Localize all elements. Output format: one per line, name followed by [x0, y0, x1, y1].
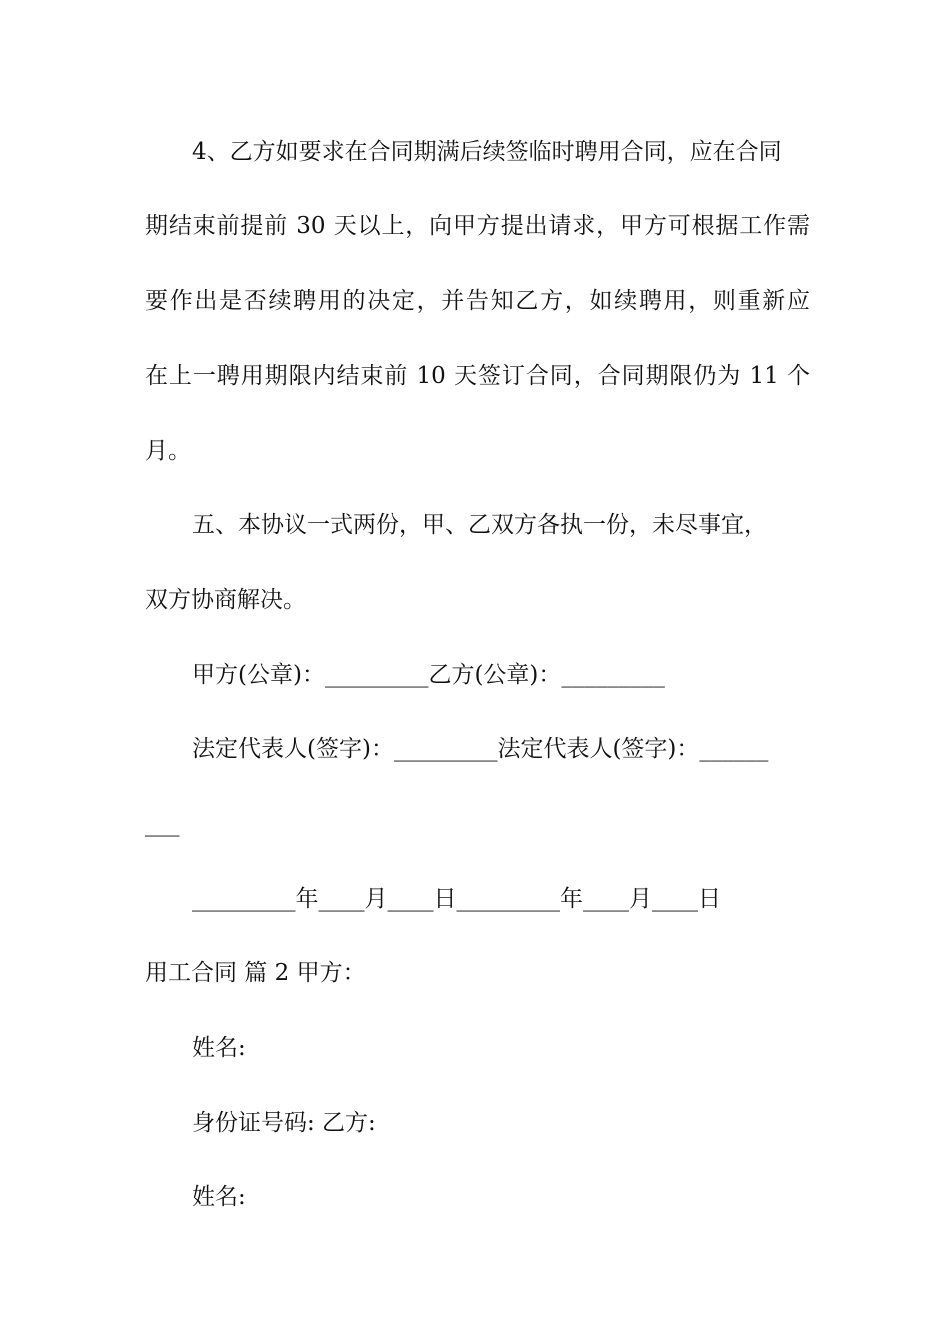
representative-signature-line: 法定代表人(签字)：_________法定代表人(签字)：______: [192, 736, 769, 762]
paragraph-4-line-1: 4、乙方如要求在合同期满后续签临时聘用合同，应在合同: [192, 139, 782, 165]
paragraph-4-line-4: 在上一聘用期限内结束前 10 天签订合同，合同期限仍为 11 个: [145, 363, 810, 389]
id-number-field: 身份证号码: 乙方:: [192, 1110, 376, 1136]
contract-2-heading: 用工合同 篇 2 甲方：: [145, 960, 366, 986]
date-line: _________年____月____日_________年____月____日: [192, 886, 721, 912]
representative-signature-continuation: ___: [145, 811, 180, 837]
paragraph-5-line-2: 双方协商解决。: [145, 587, 306, 613]
party-a-name-field: 姓名:: [192, 1035, 246, 1061]
paragraph-4-line-5: 月。: [145, 438, 191, 464]
seal-signature-line: 甲方(公章)：_________乙方(公章)：_________: [192, 662, 665, 688]
party-b-name-field: 姓名:: [192, 1184, 246, 1210]
paragraph-5-line-1: 五、本协议一式两份，甲、乙双方各执一份，未尽事宜，: [192, 512, 767, 538]
paragraph-4-line-2: 期结束前提前 30 天以上，向甲方提出请求，甲方可根据工作需: [145, 213, 810, 239]
paragraph-4-line-3: 要作出是否续聘用的决定，并告知乙方，如续聘用，则重新应: [145, 288, 810, 314]
